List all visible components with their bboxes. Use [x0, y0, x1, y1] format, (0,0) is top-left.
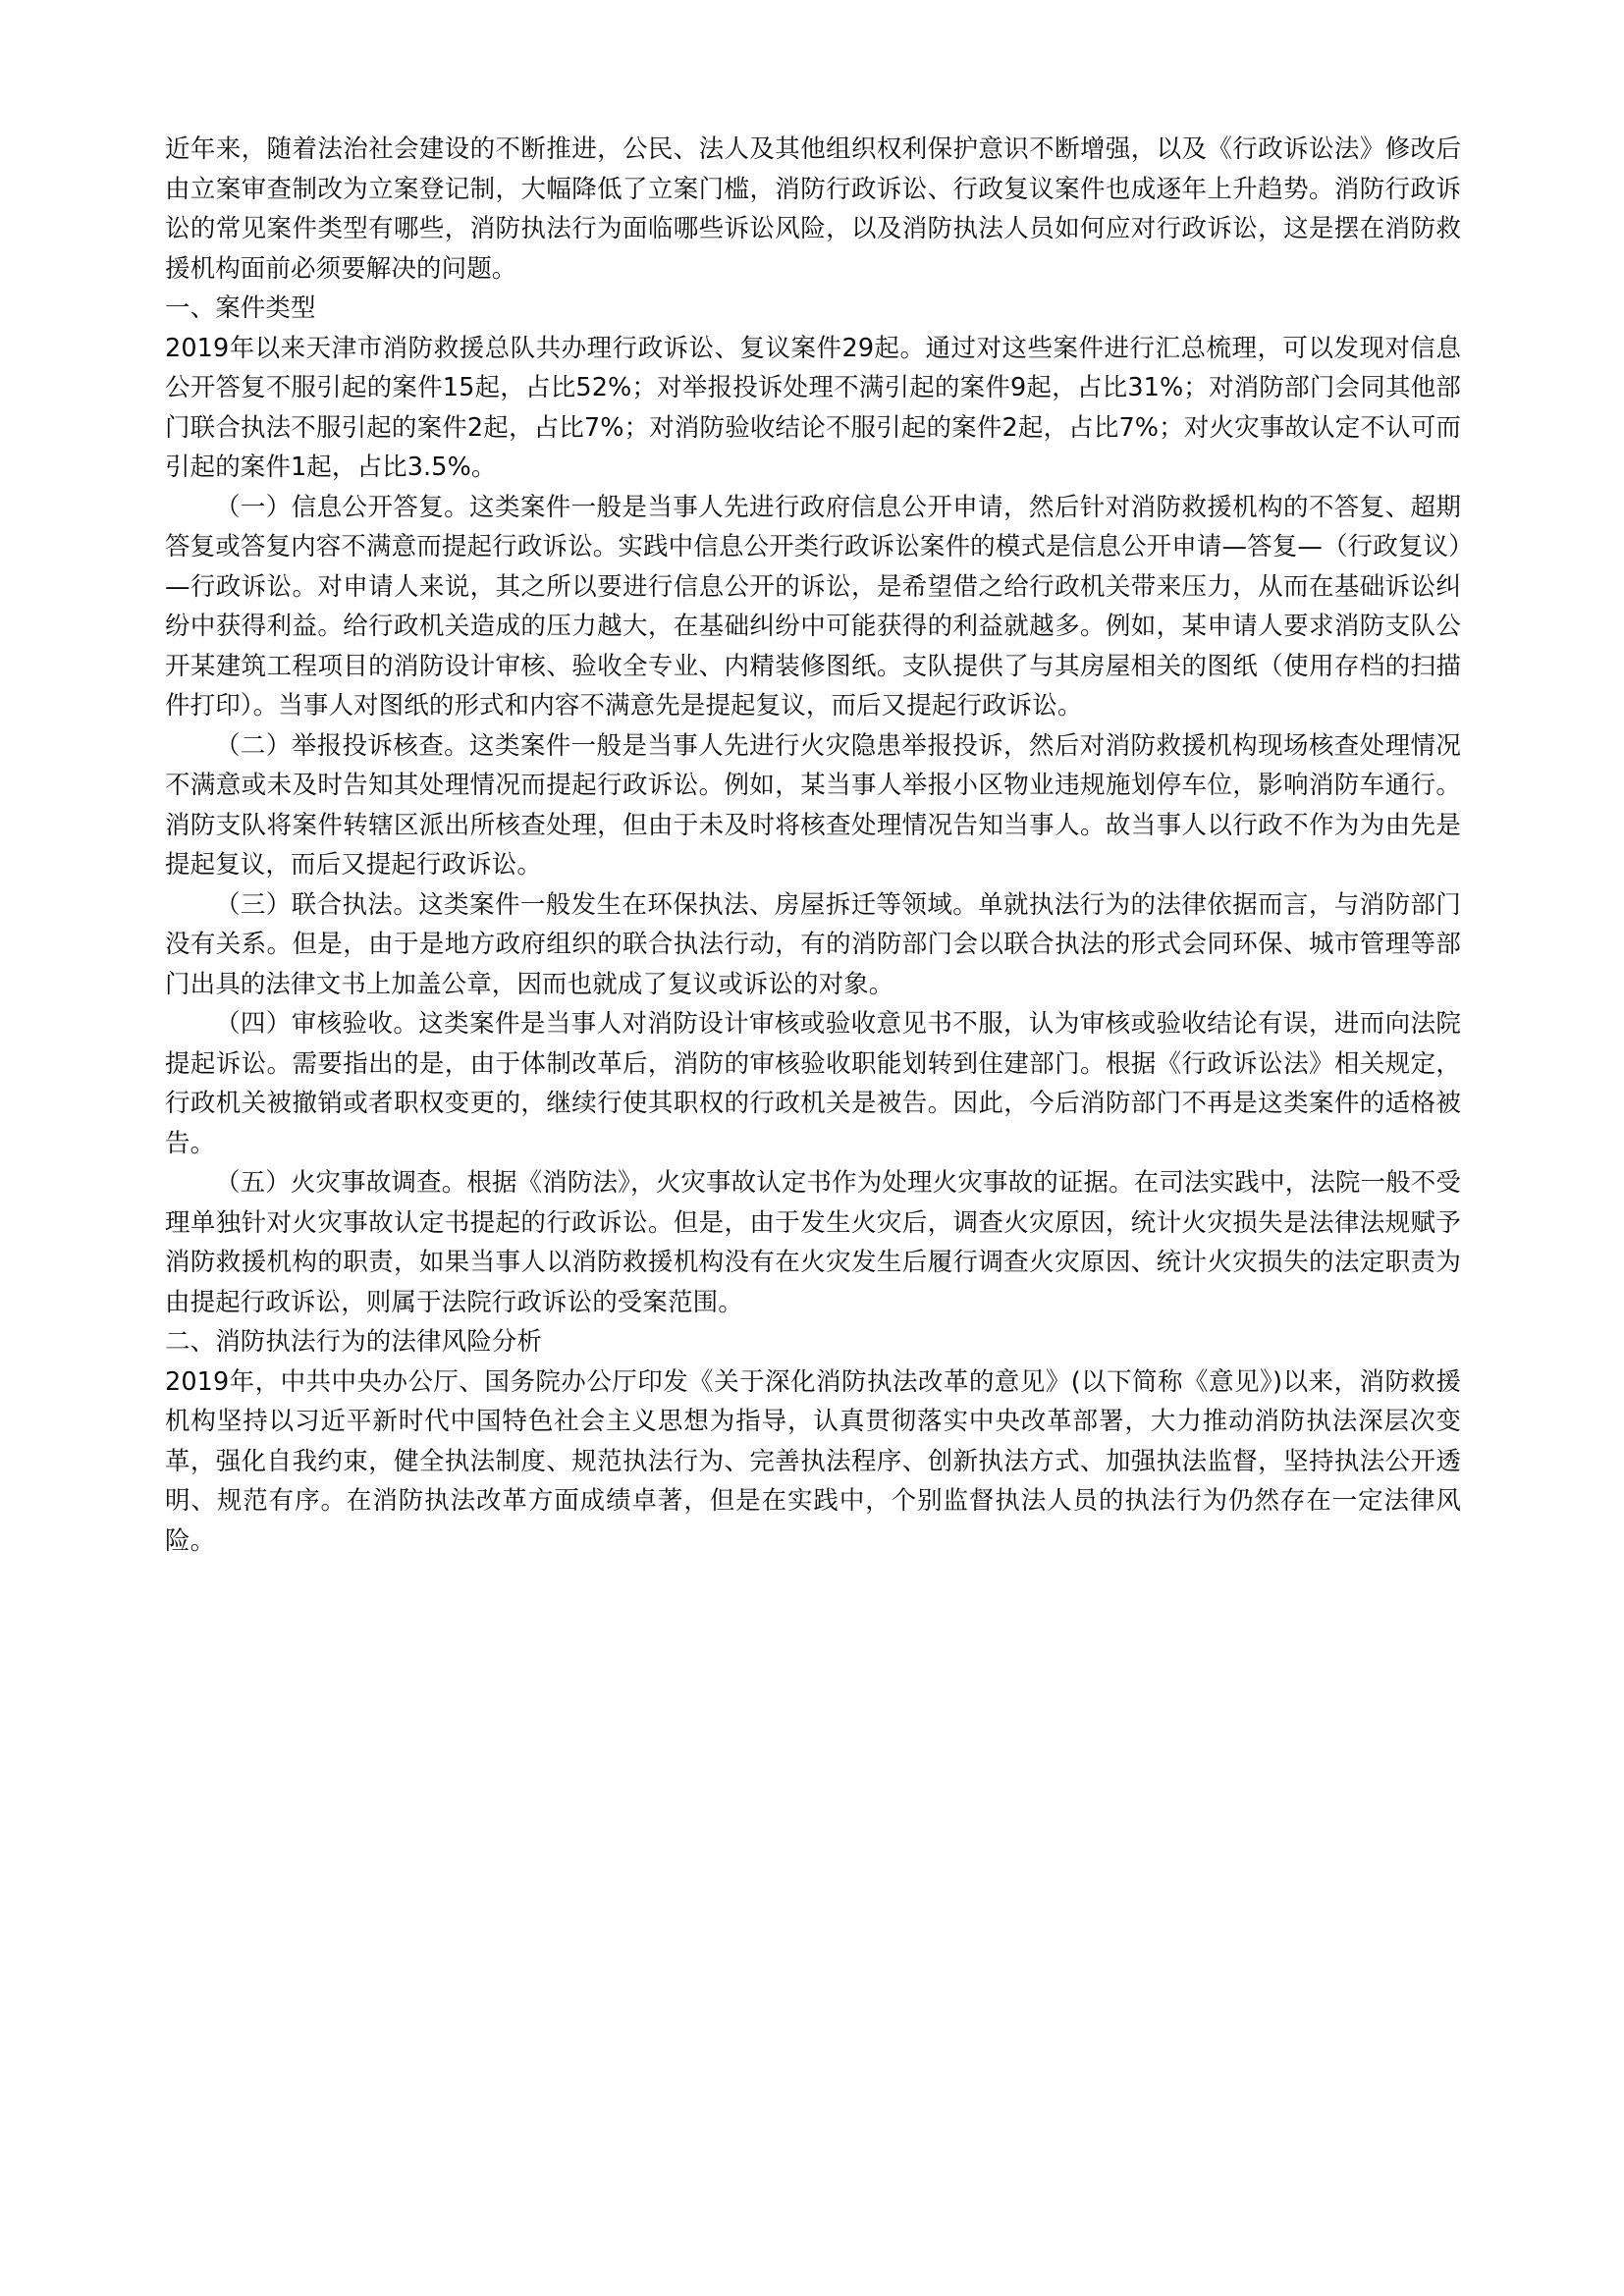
paragraph-intro: 近年来，随着法治社会建设的不断推进，公民、法人及其他组织权利保护意识不断增强，以及《行政诉讼法》修改后由立案审查制改为立案登记制，大幅降低了立案门槛，消防行政诉讼、行政复议案件也成逐年上升趋势。消防行政诉讼的常见案件类型有哪些，消防执法行为面临哪些诉讼风险，以及消防执法人员如何应对行政诉讼，这是摆在消防救援机构面前必须要解决的问题。 [165, 134, 1461, 284]
paragraph-item-3: （三）联合执法。这类案件一般发生在环保执法、房屋拆迁等领域。单就执法行为的法律依据而言，与消防部门没有关系。但是，由于是地方政府组织的联合执法行动，有的消防部门会以联合执法的形式会同环保、城市管理等部门出具的法律文书上加盖公章，因而也就成了复议或诉讼的对象。 [165, 889, 1461, 999]
section-heading-2: 二、消防执法行为的法律风险分析 [165, 1327, 543, 1357]
paragraph-item-1: （一）信息公开答复。这类案件一般是当事人先进行政府信息公开申请，然后针对消防救援机构的不答复、超期答复或答复内容不满意而提起行政诉讼。实践中信息公开类行政诉讼案件的模式是信息公开申请—答复—（行政复议）—行政诉讼。对申请人来说，其之所以要进行信息公开的诉讼，是希望借之给行政机关带来压力，从而在基础诉讼纠纷中获得利益。给行政机关造成的压力越大，在基础纠纷中可能获得的利益就越多。例如，某申请人要求消防支队公开某建筑工程项目的消防设计审核、验收全专业、内精装修图纸。支队提供了与其房屋相关的图纸（使用存档的扫描件打印）。当事人对图纸的形式和内容不满意先是提起复议，而后又提起行政诉讼。 [165, 492, 1461, 721]
paragraph-item-4: （四）审核验收。这类案件是当事人对消防设计审核或验收意见书不服，认为审核或验收结论有误，进而向法院提起诉讼。需要指出的是，由于体制改革后，消防的审核验收职能划转到住建部门。根据《行政诉讼法》相关规定，行政机关被撤销或者职权变更的，继续行使其职权的行政机关是被告。因此，今后消防部门不再是这类案件的适格被告。 [165, 1009, 1461, 1158]
paragraph-item-5: （五）火灾事故调查。根据《消防法》，火灾事故认定书作为处理火灾事故的证据。在司法实践中，法院一般不受理单独针对火灾事故认定书提起的行政诉讼。但是，由于发生火灾后，调查火灾原因，统计火灾损失是法律法规赋予消防救援机构的职责，如果当事人以消防救援机构没有在火灾发生后履行调查火灾原因、统计火灾损失的法定职责为由提起行政诉讼，则属于法院行政诉讼的受案范围。 [165, 1168, 1461, 1317]
paragraph-item-2: （二）举报投诉核查。这类案件一般是当事人先进行火灾隐患举报投诉，然后对消防救援机构现场核查处理情况不满意或未及时告知其处理情况而提起行政诉讼。例如，某当事人举报小区物业违规施划停车位，影响消防车通行。消防支队将案件转辖区派出所核查处理，但由于未及时将核查处理情况告知当事人。故当事人以行政不作为为由先是提起复议，而后又提起行政诉讼。 [165, 730, 1461, 880]
paragraph-case-stats: 2019年以来天津市消防救援总队共办理行政诉讼、复议案件29起。通过对这些案件进行汇总梳理，可以发现对信息公开答复不服引起的案件15起，占比52%；对举报投诉处理不满引起的案件9起，占比31%；对消防部门会同其他部门联合执法不服引起的案件2起，占比7%；对消防验收结论不服引起的案件2起，占比7%；对火灾事故认定不认可而引起的案件1起，占比3.5%。 [165, 333, 1461, 482]
document-body [165, 130, 1461, 1561]
section-heading-1: 一、案件类型 [165, 294, 316, 323]
paragraph-risk-analysis: 2019年，中共中央办公厅、国务院办公厅印发《关于深化消防执法改革的意见》(以下简称《意见》)以来，消防救援机构坚持以习近平新时代中国特色社会主义思想为指导，认真贯彻落实中央改革部署，大力推动消防执法深层次变革，强化自我约束，健全执法制度、规范执法行为、完善执法程序、创新执法方式、加强执法监督，坚持执法公开透明、规范有序。在消防执法改革方面成绩卓著，但是在实践中，个别监督执法人员的执法行为仍然存在一定法律风险。 [165, 1366, 1461, 1556]
